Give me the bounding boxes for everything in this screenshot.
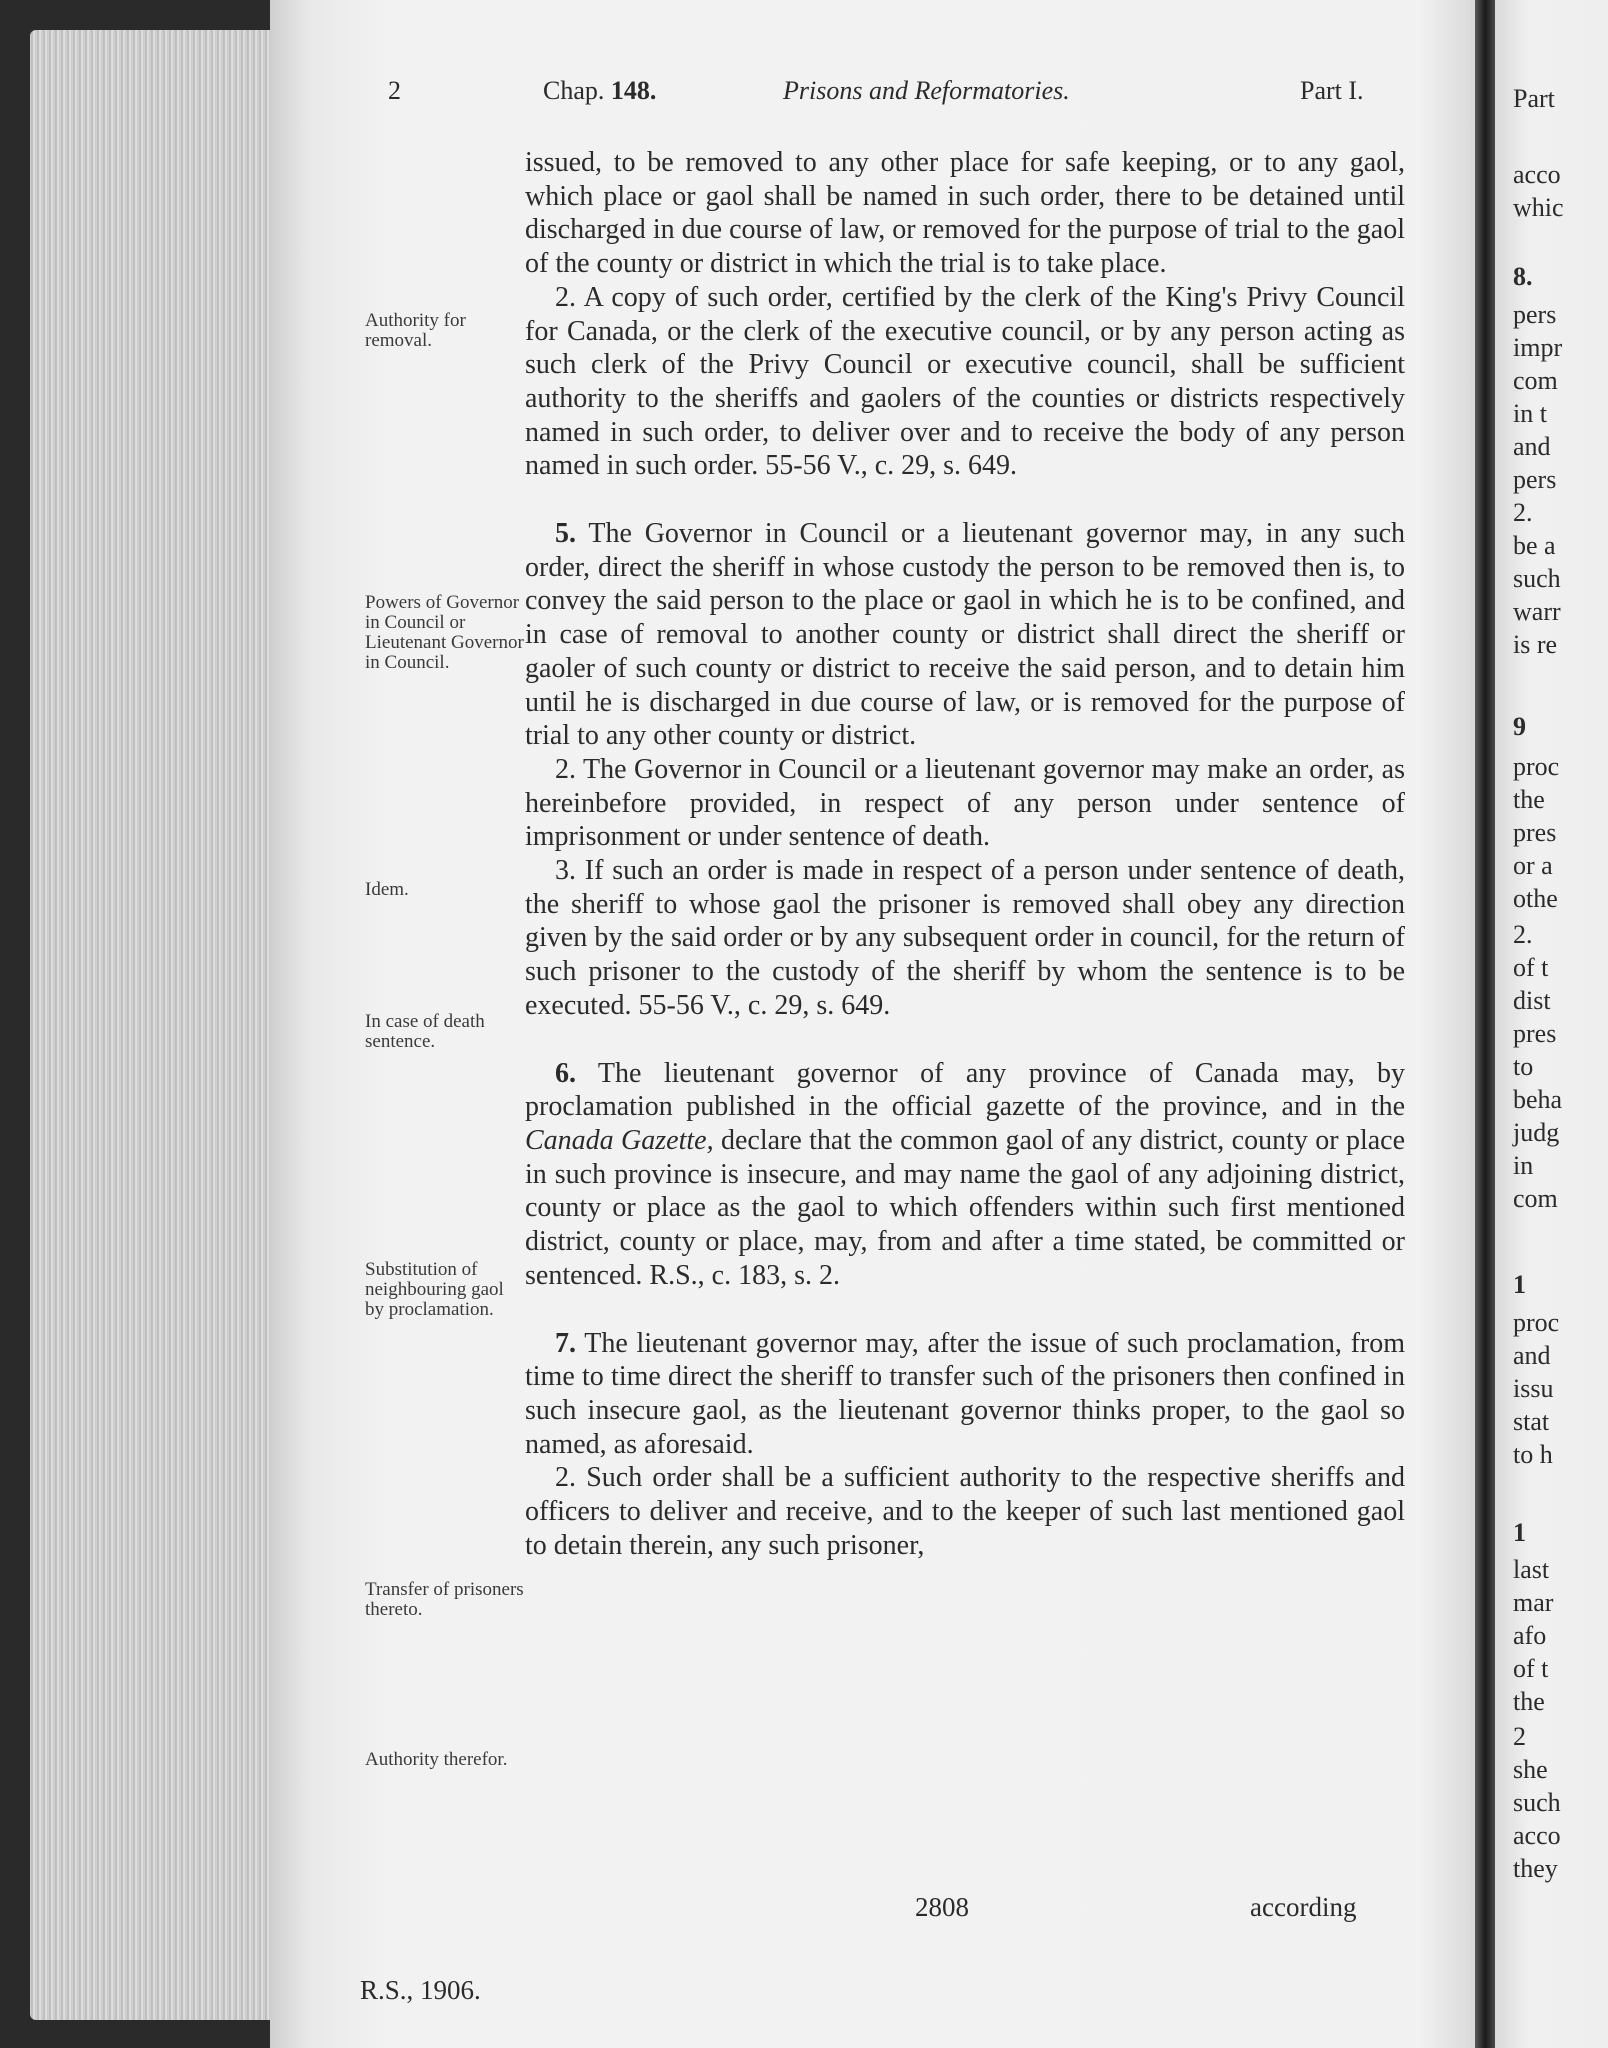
facing-page-fragment: 1 bbox=[1513, 1270, 1526, 1299]
facing-page-fragment: such bbox=[1513, 564, 1561, 593]
facing-page-fragment: and bbox=[1513, 1341, 1551, 1370]
facing-page-fragment: and bbox=[1513, 432, 1551, 461]
margin-note-authority-therefor: Authority therefor. bbox=[365, 1749, 508, 1770]
facing-page-fragment: is re bbox=[1513, 630, 1558, 659]
margin-note-idem: Idem. bbox=[365, 879, 409, 900]
section-number: 5. bbox=[555, 518, 576, 550]
facing-page-fragment: in t bbox=[1513, 399, 1547, 428]
part-label: Part I. bbox=[1300, 76, 1364, 105]
facing-page-fragment: proc bbox=[1513, 1308, 1560, 1337]
section-5-subsection-3: 3. If such an order is made in respect of a person under sentence of death, the sheriff to whose gaol the prisoner is removed shall obey any direction given by the said order or by any subsequent order in council, for the return of such prisoner to the custody of the sheriff by whom the sentence is to be executed. 55-56 V., c. 29, s. 649. bbox=[525, 855, 1405, 1021]
facing-page-fragment: 2. bbox=[1513, 920, 1533, 949]
margin-note-substitution-of-gaol: Substitution of neighbouring gaol by proclamation. bbox=[365, 1259, 504, 1320]
section-number: 7. bbox=[555, 1327, 576, 1359]
facing-page-fragment: the bbox=[1513, 1687, 1545, 1716]
chapter-label: Chap. bbox=[543, 76, 605, 105]
facing-page-fragment: judg bbox=[1513, 1118, 1560, 1147]
facing-page-fragment: in bbox=[1513, 1151, 1534, 1180]
facing-page-fragment: 9 bbox=[1513, 712, 1526, 741]
section-6: 6. The lieutenant governor of any province of Canada may, by proclamation published in the official gazette of the province, and in the Canada Gazette, declare that the common gaol of any district, county or place in such province is insecure, and may name the gaol of any adjoining district, county or place as the gaol to which offenders within such first mentioned district, county or place, may, from and after a time stated, be committed or sentenced. R.S., c. 183, s. 2. bbox=[525, 1057, 1406, 1291]
facing-page-fragment: dist bbox=[1513, 986, 1551, 1015]
continuation-paragraph: issued, to be removed to any other place for safe keeping, or to any gaol, which place or gaol shall be named in such order, there to be detained until discharged in due course of law, or removed for the purpose of trial to the gaol of the county or district in which the trial is to take place. bbox=[525, 147, 1405, 280]
book-page-edges bbox=[30, 30, 285, 2020]
edition-label: R.S., 1906. bbox=[360, 1975, 481, 2005]
citation: 55-56 V., c. 29, s. 649. bbox=[765, 450, 1018, 482]
section-4-subsection-2: 2. A copy of such order, certified by the clerk of the King's Privy Council for Canada, or the clerk of the executive council, or by any person acting as such clerk of the Privy Council or executive council, shall be sufficient authority to the sheriffs and gaolers of the counties or districts respectively named in such order, to deliver over and to receive the body of any person named in such order. 55-56 V., c. 29, s. 649. bbox=[525, 281, 1405, 482]
facing-page-fragment: warr bbox=[1513, 597, 1561, 626]
facing-page-fragment: to bbox=[1513, 1052, 1534, 1081]
citation: 55-56 V., c. 29, s. 649. bbox=[638, 989, 891, 1021]
catchword: according bbox=[1250, 1892, 1357, 1922]
facing-page-fragment: 8. bbox=[1513, 262, 1533, 291]
chapter-number: 148. bbox=[610, 76, 657, 105]
facing-page-fragment: com bbox=[1513, 366, 1558, 395]
section-5: 5. The Governor in Council or a lieutenant governor may, in any such order, direct the sheriff in whose custody the person to be removed then is, to convey the said person to the place or gaol in which he is to be confined, and in case of removal to another county or district shall direct the sheriff or gaoler of such county or district to receive the said person, and to detain him until he is discharged in due course of law, or is removed for the purpose of trial to any other county or district. bbox=[525, 518, 1405, 752]
facing-page-fragment: pres bbox=[1513, 818, 1557, 847]
section-number: 6. bbox=[555, 1057, 576, 1089]
margin-note-powers-of-governor: Powers of Governor in Council or Lieutenant Governor in Council. bbox=[365, 592, 524, 673]
facing-page-fragment: 2. bbox=[1513, 498, 1533, 527]
section-7: 7. The lieutenant governor may, after the issue of such proclamation, from time to time direct the sheriff to transfer such of the prisoners then confined in such insecure gaol, as the lieutenant governor thinks proper, to the gaol so named, as aforesaid. bbox=[525, 1327, 1406, 1460]
facing-page-fragment: whic bbox=[1513, 193, 1564, 222]
facing-page-fragment: impr bbox=[1513, 333, 1563, 362]
facing-page-fragment: Part bbox=[1513, 84, 1555, 113]
book-gutter bbox=[1475, 0, 1495, 2048]
facing-page-fragment: such bbox=[1513, 1788, 1561, 1817]
italic-title: Canada Gazette, bbox=[525, 1124, 714, 1156]
facing-page-fragment: be a bbox=[1513, 531, 1556, 560]
section-7-subsection-2: 2. Such order shall be a sufficient authority to the respective sheriffs and officers to deliver and receive, and to the keeper of such last mentioned gaol to detain therein, any such prisoner, bbox=[525, 1462, 1405, 1561]
facing-page-fragment: stat bbox=[1513, 1407, 1550, 1436]
facing-page-fragment: beha bbox=[1513, 1085, 1563, 1114]
facing-page-fragment: mar bbox=[1513, 1588, 1554, 1617]
footer-page-number: 2808 bbox=[915, 1892, 969, 1922]
facing-page-fragment: of t bbox=[1513, 953, 1549, 982]
facing-page-fragment: 2 bbox=[1513, 1722, 1526, 1751]
facing-page-fragment: issu bbox=[1513, 1374, 1554, 1403]
facing-page-fragment: pres bbox=[1513, 1019, 1557, 1048]
facing-page-fragment: acco bbox=[1513, 160, 1561, 189]
citation: R.S., c. 183, s. 2. bbox=[649, 1259, 840, 1291]
running-title: Prisons and Reformatories. bbox=[783, 76, 1070, 105]
facing-page-fragment: othe bbox=[1513, 884, 1558, 913]
facing-page-fragment: of t bbox=[1513, 1654, 1549, 1683]
section-5-subsection-2: 2. The Governor in Council or a lieutenant governor may make an order, as hereinbefore provided, in respect of any person under sentence of imprisonment or under sentence of death. bbox=[525, 753, 1405, 853]
facing-page-fragment: they bbox=[1513, 1854, 1558, 1883]
facing-page-fragment: or a bbox=[1513, 851, 1553, 880]
facing-page-fragment: she bbox=[1513, 1755, 1548, 1784]
facing-page-fragment: afo bbox=[1513, 1621, 1547, 1650]
margin-note-death-sentence: In case of death sentence. bbox=[365, 1011, 485, 1052]
facing-page-fragment: 1 bbox=[1513, 1518, 1526, 1547]
facing-page-fragment: com bbox=[1513, 1184, 1558, 1213]
facing-page-fragment: the bbox=[1513, 785, 1545, 814]
chapter-heading bbox=[543, 76, 656, 106]
margin-note-authority-for-removal: Authority for removal. bbox=[365, 310, 466, 351]
facing-page-fragment: last bbox=[1513, 1555, 1550, 1584]
facing-page bbox=[1495, 0, 1608, 2048]
facing-page-fragment: proc bbox=[1513, 752, 1560, 781]
facing-page-fragment: acco bbox=[1513, 1821, 1561, 1850]
body-text bbox=[525, 146, 1405, 1562]
facing-page-fragment: pers bbox=[1513, 300, 1557, 329]
facing-page-fragment: to h bbox=[1513, 1440, 1553, 1469]
page-number: 2 bbox=[388, 76, 401, 105]
facing-page-fragment: pers bbox=[1513, 465, 1557, 494]
margin-note-transfer-of-prisoners: Transfer of prisoners thereto. bbox=[365, 1579, 524, 1620]
